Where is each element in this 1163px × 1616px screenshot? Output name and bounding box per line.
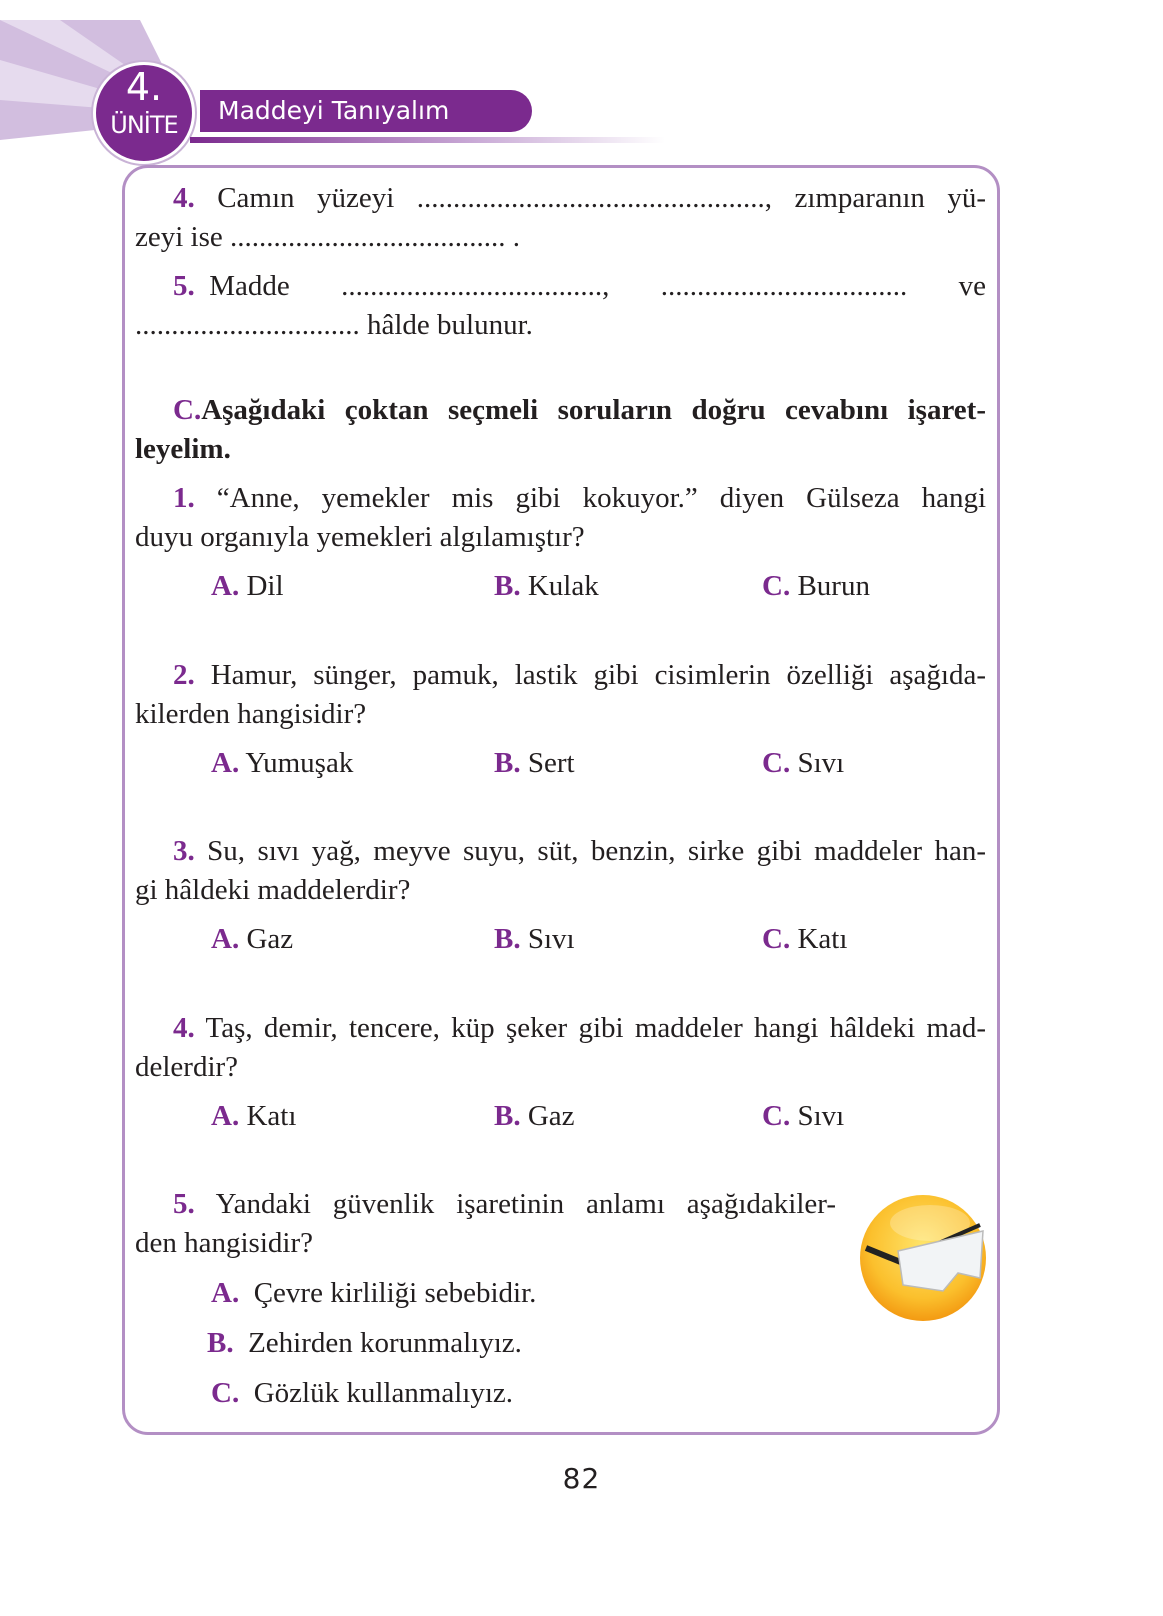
option-text: Kulak bbox=[527, 570, 599, 602]
question-3 bbox=[173, 833, 986, 869]
item-text-cont: zeyi ise ...................................... . bbox=[135, 221, 521, 253]
unit-title: Maddeyi Tanıyalım bbox=[200, 90, 532, 132]
safety-goggles-icon bbox=[858, 1193, 988, 1323]
option-letter: A. bbox=[211, 570, 240, 602]
option-letter: A. bbox=[211, 1277, 240, 1309]
page-number: 82 bbox=[562, 1462, 601, 1495]
question-text: Yandaki güvenlik işaretinin anlamı aşağıdakiler- bbox=[215, 1188, 836, 1220]
question-2 bbox=[173, 657, 986, 693]
option-letter: C. bbox=[762, 1100, 791, 1132]
question-number: 5. bbox=[173, 1188, 195, 1220]
question-text-cont: kilerden hangisidir? bbox=[135, 698, 367, 730]
section-letter: C. bbox=[173, 394, 202, 426]
section-heading bbox=[173, 392, 986, 428]
option-text: Sıvı bbox=[527, 923, 575, 955]
fill-in-item-5 bbox=[173, 268, 986, 304]
option-c[interactable] bbox=[762, 921, 847, 957]
option-b[interactable] bbox=[494, 568, 599, 604]
question-text: “Anne, yemekler mis gibi kokuyor.” diyen Gülseza hangi bbox=[216, 482, 986, 514]
option-b[interactable] bbox=[494, 745, 575, 781]
question-text-cont: duyu organıyla yemekleri algılamıştır? bbox=[135, 521, 585, 553]
unit-label: ÜNİTE bbox=[110, 111, 178, 139]
option-text: Gaz bbox=[527, 1100, 575, 1132]
option-letter: C. bbox=[762, 923, 791, 955]
question-text-cont: gi hâldeki maddelerdir? bbox=[135, 874, 411, 906]
option-b[interactable] bbox=[207, 1325, 522, 1361]
option-a[interactable] bbox=[211, 568, 284, 604]
question-1 bbox=[173, 480, 986, 516]
option-a[interactable] bbox=[211, 1275, 536, 1311]
item-number: 5. bbox=[173, 270, 195, 302]
option-letter: C. bbox=[762, 570, 791, 602]
question-number: 1. bbox=[173, 482, 195, 514]
option-letter: A. bbox=[211, 923, 240, 955]
unit-badge bbox=[93, 62, 195, 164]
option-text: Zehirden korunmalıyız. bbox=[248, 1327, 522, 1359]
question-text: Su, sıvı yağ, meyve suyu, süt, benzin, sirke gibi maddeler han- bbox=[207, 835, 986, 867]
option-c[interactable] bbox=[762, 745, 844, 781]
option-a[interactable] bbox=[211, 1098, 296, 1134]
option-letter: C. bbox=[762, 747, 791, 779]
blank: ...................................., bbox=[341, 270, 610, 302]
title-underline bbox=[190, 137, 665, 143]
option-text: Gözlük kullanmalıyız. bbox=[253, 1377, 514, 1409]
option-text: Katı bbox=[246, 1100, 297, 1132]
section-title: Aşağıdaki çoktan seçmeli soruların doğru cevabını işaret- bbox=[201, 394, 986, 426]
option-letter: A. bbox=[211, 747, 240, 779]
option-c[interactable] bbox=[762, 1098, 844, 1134]
option-letter: C. bbox=[211, 1377, 240, 1409]
option-a[interactable] bbox=[211, 921, 293, 957]
option-b[interactable] bbox=[494, 1098, 575, 1134]
blank: .................................. bbox=[660, 270, 908, 302]
item-number: 4. bbox=[173, 182, 195, 214]
option-letter: B. bbox=[494, 923, 521, 955]
section-title-cont: leyelim. bbox=[135, 433, 231, 465]
option-text: Katı bbox=[797, 923, 848, 955]
option-b[interactable] bbox=[494, 921, 575, 957]
option-letter: B. bbox=[494, 747, 521, 779]
item-text-cont: ............................... hâlde bulunur. bbox=[135, 309, 533, 341]
option-text: Çevre kirliliği sebebidir. bbox=[253, 1277, 537, 1309]
fill-in-item-4 bbox=[173, 180, 986, 216]
option-letter: B. bbox=[207, 1327, 234, 1359]
option-text: Dil bbox=[246, 570, 284, 602]
option-letter: B. bbox=[494, 570, 521, 602]
option-text: Gaz bbox=[246, 923, 294, 955]
option-text: Sert bbox=[527, 747, 575, 779]
question-text-cont: delerdir? bbox=[135, 1051, 239, 1083]
question-4 bbox=[173, 1010, 986, 1046]
unit-number: 4. bbox=[125, 65, 163, 109]
option-text: Sıvı bbox=[797, 1100, 845, 1132]
item-text: Madde bbox=[209, 270, 290, 302]
question-text-cont: den hangisidir? bbox=[135, 1227, 313, 1259]
option-text: Yumuşak bbox=[245, 747, 354, 779]
option-c[interactable] bbox=[211, 1375, 513, 1411]
option-letter: B. bbox=[494, 1100, 521, 1132]
question-number: 4. bbox=[173, 1012, 195, 1044]
option-letter: A. bbox=[211, 1100, 240, 1132]
question-5 bbox=[173, 1186, 836, 1222]
option-text: Sıvı bbox=[797, 747, 845, 779]
item-text: Camın yüzeyi ................................................, zımparanın yü- bbox=[217, 182, 986, 214]
question-text: Taş, demir, tencere, küp şeker gibi maddeler hangi hâldeki mad- bbox=[205, 1012, 986, 1044]
option-text: Burun bbox=[797, 570, 870, 602]
question-text: Hamur, sünger, pamuk, lastik gibi cisimlerin özelliği aşağıda- bbox=[210, 659, 987, 691]
question-number: 2. bbox=[173, 659, 195, 691]
item-text: ve bbox=[958, 270, 986, 302]
option-c[interactable] bbox=[762, 568, 870, 604]
option-a[interactable] bbox=[211, 745, 353, 781]
question-number: 3. bbox=[173, 835, 195, 867]
